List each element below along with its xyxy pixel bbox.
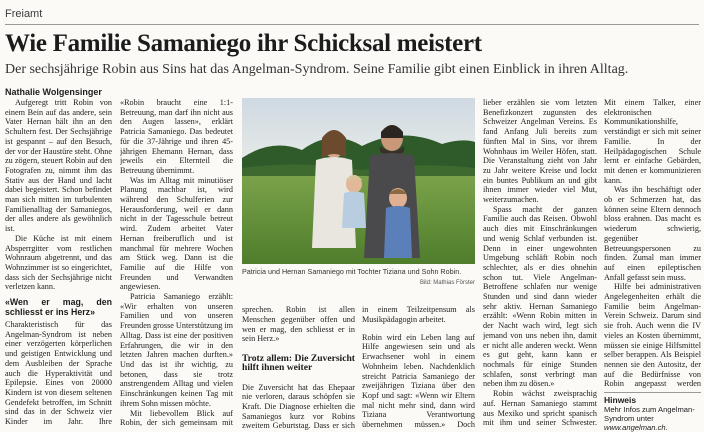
paragraph: Die Zuversicht hat das Ehepaar nie verloren, daraus schöpfen sie Kraft. Die Diagnose erhielten die Samaniegos kurz vor Robins zweitem Geburtstag. Dass er sich: [242, 382, 355, 431]
paragraph: Robin wird ein Leben lang auf Hilfe angewiesen sein und als Erwachsener wohl in einem Wohnheim leben. Nachdenklich streicht Patricia Samaniego der zweijährigen Tiziana über den Kopf und sagt: «Wenn wir Eltern mal nicht mehr sind, dann wird Tiziana Verantwortung übernehmen müssen.» Doch: [362, 332, 475, 430]
paragraph: Die Küche ist mit einem Absperrgitter vom restlichen Wohnraum abgetrennt, und das Wohnzimmer ist so eingerichtet, dass sich der Sechsjährige nicht verletzen kann.: [5, 233, 112, 292]
paragraph: in einem Teilzeitpensum als Musikpädagogin arbeitet.: [362, 305, 475, 324]
author-byline: Nathalie Wolgensinger: [5, 87, 102, 97]
paragraph: Was im Alltag mit minutiöser Planung machbar ist, wird während den Schulferien zur Herausforderung, weil er dann nicht in der Tagesschule betreut wird. Zudem arbeitet Vater Hernan freiberuflich und ist manchmal für mehrere Wochen am Stück weg. Dann ist die Familie auf die Hilfe von Freunden und Verwandten angewiesen.: [120, 175, 233, 292]
article-column-2b: [242, 297, 355, 431]
paragraph: Aufgeregt tritt Robin von einem Bein auf das andere, sein Vater Hernan hält ihn an den Schultern fest. Der Sechsjährige ist gespannt – auf den Besuch, der vor der Haustüre steht. Ohne zu zögern, steuert Robin auf den Fotografen zu, nimmt ihm das Stativ aus der Hand und lacht dabei begeistert. Schon befindet man sich mitten im turbulenten Familienalltag der Samaniegos, der alles andere als gewöhnlich ist.: [5, 98, 112, 234]
subheading: Trotz allem: Die Zuversicht hilft ihnen weiter: [242, 352, 355, 374]
photo-credit: Bild: Mathias Förster: [419, 280, 475, 286]
paragraph: Patricia Samaniego erzählt: «Wir erhalten von unseren Familien und von unseren Freunden grosse Unterstützung im Alltag. Dass ist eine der positiven Erfahrungen, die wir in den letzten Jahren machen durften.» Und das ist ihr wichtig, zu betonen, dass sie trotz anstrengendem Alltag und vielen Einschränkungen keinen Tag mit ihrem Sohn missen möchte.: [120, 292, 233, 408]
article-column-2: [120, 98, 233, 428]
paragraph: Spass macht der ganzen Familie auch das Reisen. Obwohl auch dies mit Einschränkungen und wenig Schlaf verbunden ist. Denn in einer ungewohnten Umgebung schläft Robin noch schlechter, als er dies ohnehin schon tut. Viele Angelman-Betroffene schlafen nur wenige Stunden und sind dann wieder sehr aktiv. Hernan Samaniego erzählt: «Wenn Robin mitten in der Nacht wach wird, legt sich jemand von uns neben ihn, damit er nicht alle anderen weckt. Wenn es gut geht, kann kann er nochmals für einige Stunden schlafen, sonst verbringt man neben ihm zu dösen.»: [483, 204, 597, 389]
paragraph: Was ihn beschäftigt oder ob er Schmerzen hat, das können seine Eltern dennoch bloss erahnen. Das macht es wiederum schwierig, gegenüber Betreuungspersonen zu finden. Zumal man immer auf einen epileptischen Anfall gefasst sein muss.: [604, 185, 701, 282]
article-column-1: [5, 98, 112, 428]
info-text-body: Mehr Infos zum Angelman-Syndrom unter: [604, 405, 695, 423]
article-column-3a: [362, 297, 475, 431]
family-photo: [242, 98, 475, 264]
paragraph: Mit einem Talker, einer elektronischen Kommunikationshilfe, verständigt er sich mit seiner Familie. In der Heilpädagogischen Schule lernt er einfache Gebärden, mit denen er kommunizieren kann.: [604, 98, 701, 185]
section-kicker: Freiamt: [5, 8, 43, 20]
lead-text: Der sechsjährige Robin aus Sins hat das Angelman-Syndrom. Seine Familie gibt einen Einblick in ihren Alltag.: [5, 62, 629, 77]
headline: Wie Familie Samaniego ihr Schicksal meistert: [5, 30, 482, 57]
info-label: Hinweis: [604, 392, 701, 405]
subheading: «Wen er mag, den schliesst er ins Herz»: [5, 297, 112, 318]
paragraph: lieber erzählen sie vom letzten Benefizkonzert zugunsten des Schweizer Angelman Vereins. Es fand Anfang Juli bereits zum fünften Mal in Sins, vor ihrem Wohnhaus im Weiler Höfen, statt. Die Veranstaltung zieht von Jahr zu Jahr weitere Kreise und lockt ein buntes Publikum an und gibt ihnen immer wieder viel Mut, weiterzumachen.: [483, 98, 597, 205]
article-column-3b: [483, 98, 597, 428]
info-text: [604, 405, 701, 432]
paragraph: Mit liebevollem Blick auf Robin, der sich gemeinsam mit: [120, 408, 233, 428]
info-box: [604, 392, 701, 432]
info-link[interactable]: www.angelman.ch.: [604, 423, 668, 432]
paragraph: Hilfe bei administrativen Angelegenheiten erhält die Familie beim Angelman-Verein Schweiz. Darum sind sie froh. Auch wenn die IV vieles an Kosten übernimmt, müssen sie einige Hilfsmittel selber berappen. Als Beispiel nennen sie den Autositz, der auf die Bedürfnisse von Robin angepasst werden: [604, 282, 701, 388]
article-column-4: [604, 98, 701, 388]
photo-caption: Patricia und Hernan Samaniego mit Tochter Tiziana und Sohn Robin.: [242, 267, 462, 276]
paragraph: sprechen. Robin ist allen Menschen gegenüber offen und wen er mag, den schliesst er in sein Herz.»: [242, 305, 355, 344]
paragraph: «Robin braucht eine 1:1-Betreuung, man darf ihn nicht aus den Augen lassen», erklärt Patricia Samaniego. Das bedeutet für die 37-Jährige und ihren 45-jährigen Ehemann Hernan, dass jeweils ein Elternteil die Betreuung übernimmt.: [120, 98, 233, 175]
paragraph: Robin wächst zweisprachig auf. Hernan Samaniego stammt aus Mexiko und spricht spanisch mit ihm und seiner Schwester.: [483, 389, 597, 428]
family-photo-illustration: [242, 98, 475, 264]
top-divider: [5, 24, 699, 25]
paragraph: Charakteristisch für das Angelman-Syndrom ist neben einer verzögerten körperlichen und geistigen Entwicklung und dem Ausbleiben der Sprache auch die Hyperaktivität und Epilepsie. Eines von 20000 Kindern ist von diesem seltenen Gendefekt betroffen, im Schnitt sind das in der Schweiz vier Kinder im Jahr. Ihre: [5, 320, 112, 427]
